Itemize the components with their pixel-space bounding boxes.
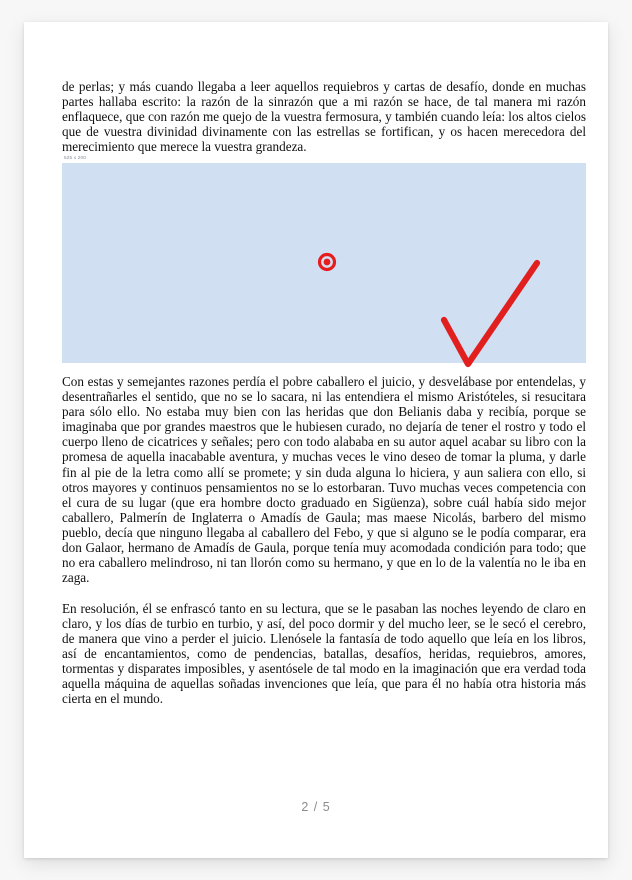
paragraph-1: de perlas; y más cuando llegaba a leer aquellos requiebros y cartas de desafío, donde en muchas partes hallaba escrito: la razón de la sinrazón que a mi razón se hace, de tal manera mi razón enflaquece, que con razón me quejo de la vuestra fermosura, y también cuando leía: los altos cielos que de vuestra divinidad divinamente con las estrellas se fortifican, y os hacen merecedora del merecimiento que merece la vuestra grandeza. (62, 79, 586, 155)
paragraph-2: Con estas y semejantes razones perdía el pobre caballero el juicio, y desvelábase por entendelas, y desentrañarles el sentido, que no se lo sacara, ni las entendiera el mismo Aristóteles, si resucitara para sólo ello. No estaba muy bien con las heridas que don Belianis daba y recibía, porque se imaginaba que por grandes maestros que le hubiesen curado, no dejaría de tener el rostro y todo el cuerpo lleno de cicatrices y señales; pero con todo alababa en su autor aquel acabar su libro con la promesa de aquella inacabable aventura, y muchas veces le vino deseo de tomar la pluma, y darle fin al pie de la letra como allí se promete; y sin duda alguna lo hiciera, y aun saliera con ello, si otros mayores y continuos pensamientos no se lo estorbaran. Tuvo muchas veces competencia con el cura de su lugar (que era hombre docto graduado en Sigüenza), sobre cuál había sido mejor caballero, Palmerín de Inglaterra o Amadís de Gaula; mas maese Nicolás, barbero del mismo pueblo, decía que ninguno llegaba al caballero del Febo, y que si alguno se le podía comparar, era don Galaor, hermano de Amadís de Gaula, porque tenía muy acomodada condición para todo; que no era caballero melindroso, ni tan llorón como su hermano, y que en lo de la valentía no le iba en zaga. (62, 374, 586, 585)
pdf-page (24, 22, 608, 858)
figure-dimensions-label: 525 x 200 (64, 155, 86, 161)
page-content (62, 79, 586, 706)
figure-block (62, 155, 586, 363)
page-number-footer (24, 800, 608, 814)
figure-image (62, 163, 586, 363)
page-number-label: 2 / 5 (301, 800, 331, 814)
paragraph-3: En resolución, él se enfrascó tanto en su lectura, que se le pasaban las noches leyendo de claro en claro, y los días de turbio en turbio, y así, del poco dormir y del mucho leer, se le secó el cerebro, de manera que vino a perder el juicio. Llenósele la fantasía de todo aquello que leía en los libros, así de encantamientos, como de pendencias, batallas, desafíos, heridas, requiebros, amores, tormentas y disparates imposibles, y asentósele de tal modo en la imaginación que era verdad toda aquella máquina de aquellas soñadas invenciones que leía, que para él no había otra historia más cierta en el mundo. (62, 600, 586, 707)
paragraph-spacer (62, 585, 586, 601)
